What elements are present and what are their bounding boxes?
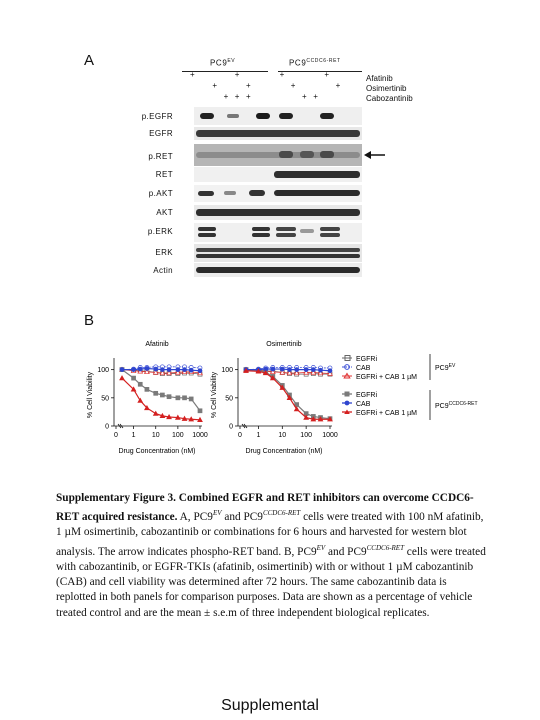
- data-point: [145, 387, 149, 391]
- svg-text:CAB: CAB: [356, 365, 371, 372]
- group-label-ev: $PC9^{EV}$: [210, 58, 236, 68]
- data-point: [328, 369, 332, 373]
- blot-label-perk: p.ERK: [147, 227, 173, 236]
- chart-legend: [338, 354, 488, 426]
- lane-mark: +: [313, 92, 318, 101]
- legend-item-ret-cab: [342, 401, 371, 408]
- lane-mark: +: [190, 70, 195, 79]
- x-axis-label: Drug Concentration (nM): [118, 448, 196, 455]
- data-point: [145, 367, 149, 371]
- lane-mark: +: [223, 92, 229, 101]
- lane-mark: +: [234, 70, 240, 79]
- data-point: [183, 368, 187, 372]
- data-point: [138, 382, 142, 386]
- lane-mark: +: [279, 70, 285, 79]
- svg-text:EGFRi: EGFRi: [356, 392, 377, 399]
- x-tick-label: 10: [151, 432, 160, 439]
- treatment-label-osimertinib: Osimertinib: [366, 84, 407, 93]
- blot-strip-erk: [194, 244, 362, 262]
- lane-mark: +: [234, 92, 240, 101]
- blot-label-actin: Actin: [153, 266, 173, 275]
- svg-text:EGFRi + CAB 1 µM: EGFRi + CAB 1 µM: [356, 374, 418, 381]
- x-tick-label: 100: [300, 432, 312, 439]
- x-tick-label: 10: [278, 432, 287, 439]
- lane-mark: +: [302, 92, 307, 101]
- legend-group-ev: $PC9^{EV}$: [435, 363, 456, 372]
- x-tick-label: 0: [238, 432, 242, 439]
- data-point: [198, 369, 202, 373]
- blot-label-pakt: p.AKT: [148, 189, 173, 198]
- data-point: [304, 368, 308, 372]
- y-axis-label: % Cell Viability: [87, 371, 94, 419]
- data-point: [132, 368, 136, 372]
- x-tick-label: 100: [172, 432, 184, 439]
- y-tick-label: 100: [221, 367, 233, 375]
- panel-a-letter: A: [84, 52, 95, 69]
- group-label-ccdc6-ret: $PC9^{CCDC6-RET}$: [289, 58, 341, 68]
- panel-b-letter: B: [84, 312, 95, 329]
- x-tick-label: 1: [256, 432, 261, 439]
- data-point: [311, 368, 315, 372]
- page-footer: Supplemental: [221, 697, 319, 714]
- data-point: [280, 367, 284, 371]
- x-axis-label: Drug Concentration (nM): [245, 448, 323, 455]
- legend-group-ccdc6-ret: $PC9^{CCDC6-RET}$: [435, 401, 478, 410]
- data-point: [183, 396, 187, 400]
- data-point: [319, 368, 323, 372]
- svg-text:EGFRi: EGFRi: [356, 356, 377, 363]
- lane-mark: +: [246, 92, 251, 101]
- blot-strip-akt: [194, 205, 362, 220]
- data-point: [295, 368, 299, 372]
- y-tick-label: 0: [105, 423, 109, 431]
- y-tick-label: 0: [229, 423, 233, 431]
- data-point: [154, 391, 158, 395]
- legend-item-ret-egfri: [342, 392, 377, 400]
- blot-strip-perk: [194, 223, 362, 242]
- blot-strip-ret: [194, 167, 362, 182]
- blot-label-egfr: EGFR: [149, 129, 173, 138]
- y-tick-label: 50: [225, 395, 233, 403]
- legend-item-ev-egfri: [342, 356, 377, 364]
- lane-mark: +: [246, 81, 251, 90]
- lane-mark: +: [324, 70, 330, 79]
- caption-title: Supplementary Figure 3. Combined EGFR and RET inhibitors can overcome CCDC6-RET acquired resistance.: [56, 492, 474, 524]
- blot-label-ret: RET: [155, 170, 173, 179]
- legend-item-ev-combo: [342, 374, 417, 382]
- data-point: [176, 368, 180, 372]
- svg-text:CAB: CAB: [356, 401, 371, 408]
- data-point: [176, 396, 180, 400]
- x-tick-label: 1: [131, 432, 136, 439]
- y-tick-label: 100: [97, 367, 109, 375]
- legend-item-ret-combo: [342, 410, 417, 418]
- data-point: [189, 368, 193, 372]
- data-point: [198, 409, 202, 413]
- blot-strip-egfr: [194, 127, 362, 140]
- x-tick-label: 1000: [192, 432, 208, 439]
- y-tick-label: 50: [101, 395, 109, 403]
- data-point: [167, 368, 171, 372]
- data-point: [189, 397, 193, 401]
- data-point: [120, 376, 125, 380]
- series-line: [246, 371, 330, 419]
- blot-label-pret: p.RET: [148, 152, 173, 161]
- chart-title: Osimertinib: [266, 341, 302, 348]
- treatment-label-afatinib: Afatinib: [366, 74, 393, 83]
- blot-strip-pakt: [194, 185, 362, 202]
- blot-label-erk: ERK: [155, 248, 173, 257]
- lane-mark: +: [335, 81, 341, 90]
- figure-caption: Supplementary Figure 3. Combined EGFR and RET inhibitors can overcome CCDC6-RET acquired resistance. A, $PC9^{EV}$ and $PC9^{CCDC6-RET}$ cells were treated with 100 nM afatinib, 1 µM osimertinib, cabozantinib or combinations for 6 hours and harvested for western blot analysis. The arrow indicates phospho-RET band. B, $PC9^{EV}$ and $PC9^{CCDC6-RET}$ cells were treated with cabozantinib, or EGFR-TKIs (afatinib, osimertinib) with or without 1 µM cabozantinib (CAB) and cell viability was determined after 72 hours. The same cabozantinib data is replotted in both panels for comparison purposes. Data are shown as a percentage of vehicle treated control and are the mean ± s.e.m of three independent biological replicates.: [56, 492, 486, 619]
- lane-mark: +: [290, 81, 296, 90]
- chart-title: Afatinib: [145, 341, 169, 348]
- blot-label-pegfr: p.EGFR: [141, 112, 173, 121]
- data-point: [160, 393, 164, 397]
- group-underline-ccdc6-ret: [278, 71, 362, 72]
- blot-strip-pegfr: [194, 107, 362, 125]
- y-axis-label: % Cell Viability: [211, 371, 218, 419]
- data-point: [287, 368, 291, 372]
- blot-label-akt: AKT: [156, 208, 173, 217]
- legend-item-ev-cab: [342, 365, 371, 372]
- data-point: [167, 395, 171, 399]
- svg-text:EGFRi + CAB 1 µM: EGFRi + CAB 1 µM: [356, 410, 418, 417]
- lane-mark: +: [212, 81, 218, 90]
- treatment-label-cabozantinib: Cabozantinib: [366, 94, 413, 103]
- data-point: [154, 367, 158, 371]
- blot-strip-actin: [194, 263, 362, 277]
- data-point: [120, 368, 124, 372]
- data-point: [132, 376, 136, 380]
- data-point: [271, 367, 275, 371]
- x-tick-label: 1000: [322, 432, 338, 439]
- x-tick-label: 0: [114, 432, 118, 439]
- data-point: [160, 368, 164, 372]
- blot-strip-pret: [194, 144, 362, 166]
- data-point: [138, 367, 142, 371]
- pret-arrow-icon: [364, 150, 386, 160]
